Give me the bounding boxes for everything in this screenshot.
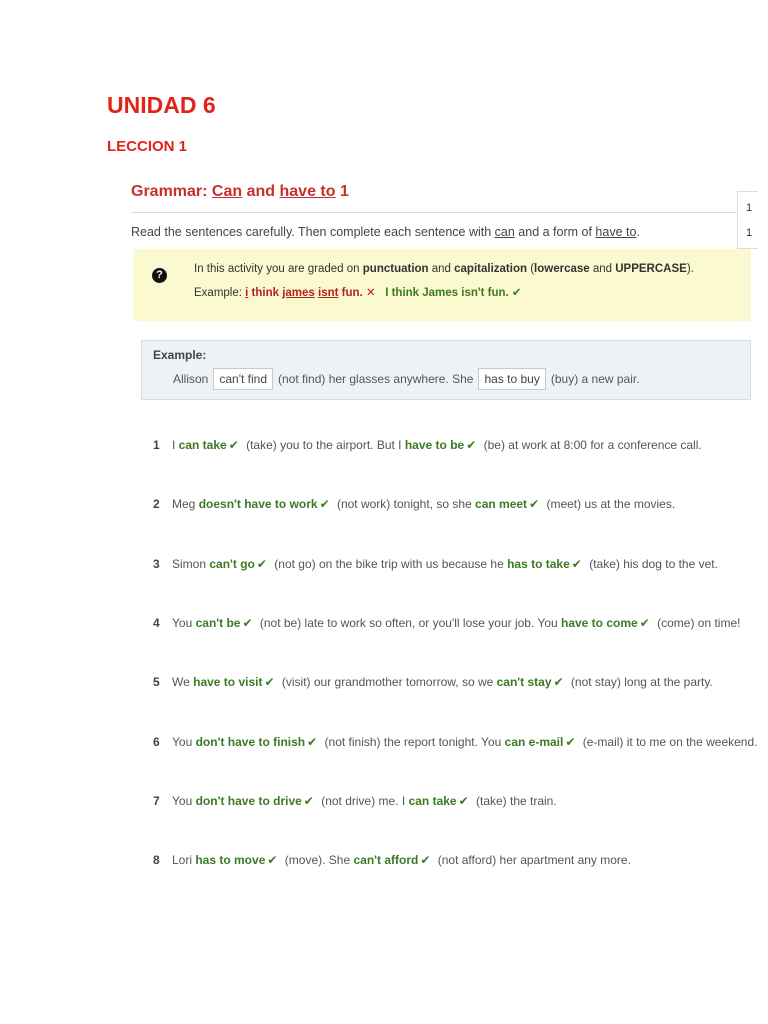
answer-text: have to visit <box>193 675 263 690</box>
note-text: and <box>428 263 455 275</box>
check-icon: ✔ <box>466 438 477 452</box>
sentence-text: (take) the train. <box>472 793 557 808</box>
answer-text: can take <box>408 793 457 808</box>
sentence-text: (meet) us at the movies. <box>543 497 676 512</box>
sentence-text: You <box>172 734 196 749</box>
note-text: ( <box>527 263 535 275</box>
wrong-example <box>245 287 375 299</box>
sentence-text: (not go) on the bike trip with us because he <box>270 556 508 571</box>
exercise-item <box>153 735 757 749</box>
wrong-text: fun. <box>338 287 363 299</box>
exercise-number: 8 <box>153 853 160 868</box>
sentence-text: (not afford) her apartment any more. <box>434 853 631 868</box>
check-icon: ✔ <box>511 287 522 299</box>
answer-text: don't have to finish <box>195 734 306 749</box>
exercise-item <box>153 497 675 511</box>
exercise-number: 4 <box>153 615 160 630</box>
exercise-item <box>153 557 718 571</box>
sentence-text: I <box>172 438 179 452</box>
sentence-text: You <box>172 615 196 630</box>
sentence-text: (not drive) me. I <box>317 793 409 808</box>
cross-icon: ✕ <box>365 287 376 299</box>
example-box <box>141 340 751 400</box>
example-hint-1: (not find) her glasses anywhere. She <box>278 372 474 386</box>
instructions <box>131 225 640 239</box>
sentence-text: (move). She <box>281 853 354 868</box>
check-icon: ✔ <box>242 615 253 630</box>
sentence-text: (not be) late to work so often, or you'll lose your job. You <box>256 615 561 630</box>
answer-text: have to be <box>404 438 465 452</box>
exercise-number: 7 <box>153 793 160 808</box>
note-punctuation: punctuation <box>362 263 429 275</box>
check-icon: ✔ <box>639 615 650 630</box>
title-divider <box>131 212 751 213</box>
check-icon: ✔ <box>565 734 576 749</box>
side-tab[interactable] <box>737 191 758 249</box>
sentence-text: (be) at work at 8:00 for a conference call. <box>480 438 702 452</box>
check-icon: ✔ <box>264 675 275 690</box>
activity-title-suffix: 1 <box>335 183 349 200</box>
note-line-grading <box>194 263 694 275</box>
answer-text: doesn't have to work <box>198 497 318 512</box>
right-example <box>385 287 521 299</box>
activity-title-can: Can <box>211 183 243 200</box>
sentence-text: Simon <box>172 556 210 571</box>
exercise-number: 3 <box>153 556 160 571</box>
activity-title-prefix: Grammar: <box>131 183 212 200</box>
answer-text: can't stay <box>496 675 552 690</box>
check-icon: ✔ <box>319 497 330 512</box>
exercise-number: 5 <box>153 675 160 690</box>
question-circle-icon: ? <box>152 268 167 283</box>
answer-text: has to take <box>507 556 570 571</box>
exercise-item <box>153 438 702 452</box>
note-lowercase: lowercase <box>534 263 590 275</box>
check-icon: ✔ <box>458 793 469 808</box>
note-uppercase: UPPERCASE <box>615 263 687 275</box>
sentence-text: Lori <box>172 853 196 868</box>
example-subject: Allison <box>173 372 209 386</box>
answer-text: can e-mail <box>504 734 564 749</box>
instructions-have-to: have to <box>595 225 637 239</box>
wrong-text: think <box>248 287 283 299</box>
example-answer-2: has to buy <box>478 368 545 390</box>
side-tab-label-2: 1 <box>746 227 753 239</box>
wrong-word: james <box>282 287 315 299</box>
example-label: Example: <box>153 348 207 362</box>
answer-text: has to move <box>195 853 266 868</box>
lesson-title: LECCION 1 <box>107 138 188 155</box>
wrong-word: i <box>245 287 249 299</box>
sentence-text: (not finish) the report tonight. You <box>321 734 505 749</box>
answer-text: can take <box>178 438 227 452</box>
sentence-text: (come) on time! <box>653 615 741 630</box>
instructions-can: can <box>494 225 515 239</box>
wrong-word: isnt <box>318 287 339 299</box>
note-example-label: Example: <box>194 287 246 299</box>
exercise-item <box>153 794 557 808</box>
unit-title: UNIDAD 6 <box>107 92 216 118</box>
sentence-text: (not work) tonight, so she <box>333 497 476 512</box>
activity-title-and: and <box>242 183 280 200</box>
sentence-text: (e-mail) it to me on the weekend. <box>579 734 758 749</box>
answer-text: can't afford <box>353 853 419 868</box>
exercise-number: 6 <box>153 734 160 749</box>
check-icon: ✔ <box>307 734 318 749</box>
answer-text: have to come <box>561 615 638 630</box>
answer-text: can't go <box>209 556 255 571</box>
right-text: I think James isn't fun. <box>385 287 509 299</box>
answer-text: can meet <box>475 497 528 512</box>
side-tab-label-1: 1 <box>746 202 753 214</box>
note-text: ). <box>686 263 694 275</box>
sentence-text: You <box>172 793 196 808</box>
check-icon: ✔ <box>228 438 239 452</box>
activity-title-have-to: have to <box>279 183 336 200</box>
check-icon: ✔ <box>256 556 267 571</box>
check-icon: ✔ <box>553 675 564 690</box>
exercise-number: 1 <box>153 438 160 452</box>
instructions-before: Read the sentences carefully. Then complete each sentence with <box>131 225 495 239</box>
instructions-middle: and a form of <box>514 225 596 239</box>
check-icon: ✔ <box>267 853 278 868</box>
sentence-text: (take) his dog to the vet. <box>585 556 718 571</box>
exercise-item <box>153 616 740 630</box>
example-hint-2: (buy) a new pair. <box>550 372 640 386</box>
note-text: In this activity you are graded on <box>194 263 363 275</box>
sentence-text: (visit) our grandmother tomorrow, so we <box>278 675 497 690</box>
check-icon: ✔ <box>529 497 540 512</box>
exercise-number: 2 <box>153 497 160 512</box>
exercise-item <box>153 675 713 689</box>
answer-text: can't be <box>195 615 241 630</box>
sentence-text: We <box>172 675 194 690</box>
sentence-text: (not stay) long at the party. <box>567 675 713 690</box>
exercise-item <box>153 853 631 867</box>
example-sentence <box>173 368 640 390</box>
check-icon: ✔ <box>571 556 582 571</box>
grading-note <box>133 249 751 321</box>
example-answer-1: can't find <box>213 368 273 390</box>
check-icon: ✔ <box>420 853 431 868</box>
activity-title <box>131 183 349 201</box>
note-text: and <box>589 263 616 275</box>
note-capitalization: capitalization <box>454 263 527 275</box>
instructions-after: . <box>636 225 640 239</box>
sentence-text: Meg <box>172 497 199 512</box>
answer-text: don't have to drive <box>195 793 302 808</box>
note-line-example <box>194 285 522 299</box>
sentence-text: (take) you to the airport. But I <box>242 438 405 452</box>
check-icon: ✔ <box>303 793 314 808</box>
